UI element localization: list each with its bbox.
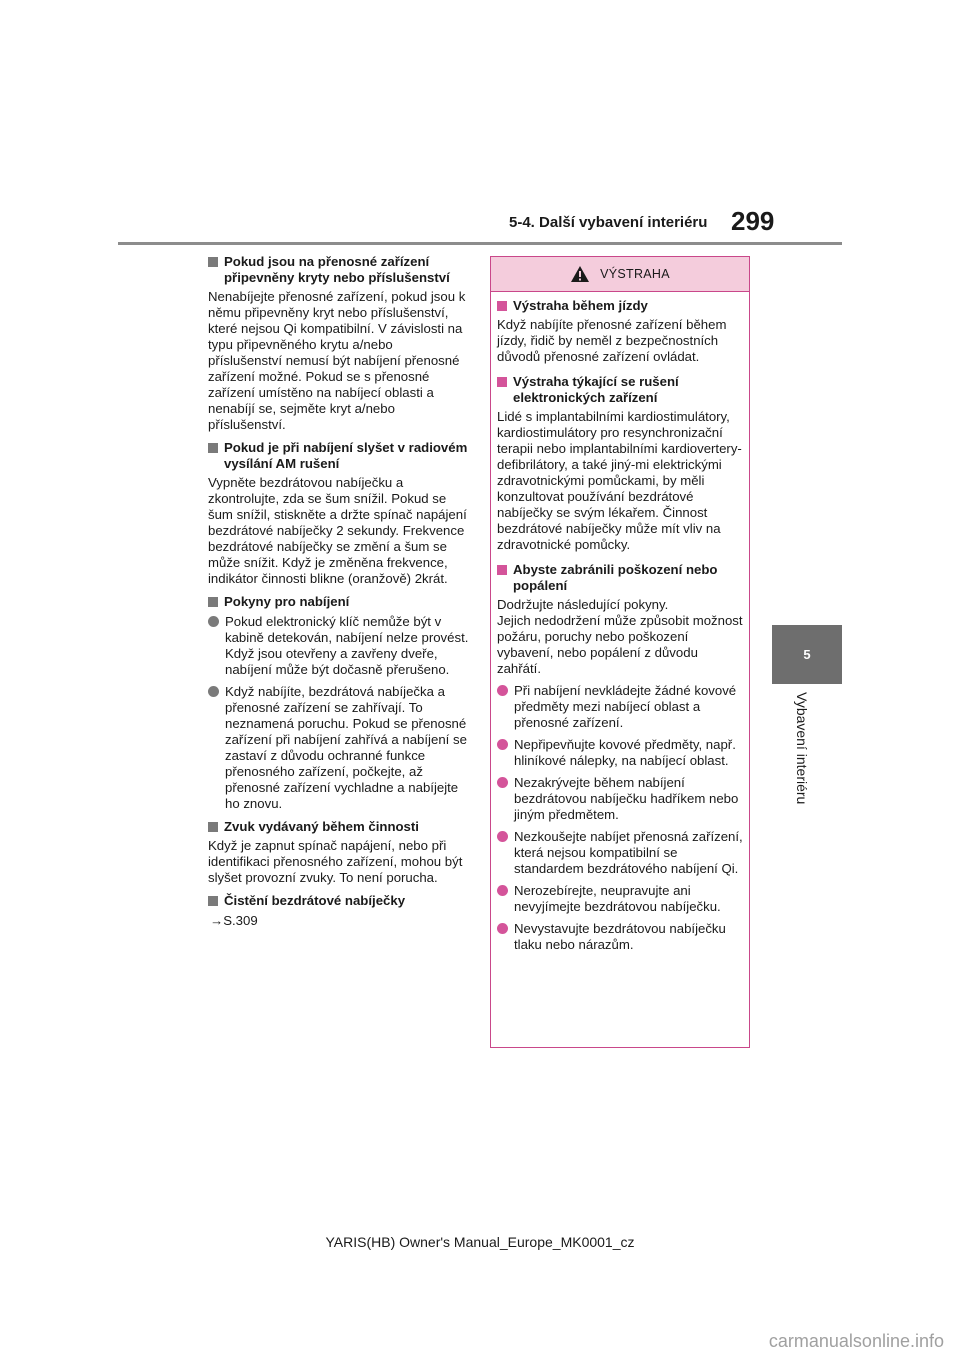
page-reference-link[interactable]: →S.309 [210, 913, 258, 928]
paragraph: Dodržujte následující pokyny. Jejich nedodržení může způsobit možnost požáru, poruchy nebo poškození vybavení, nebo popálení z důvodu zahřátí. [497, 597, 743, 676]
section-heading: Pokud je při nabíjení slyšet v radiovém vysílání AM rušení [208, 440, 470, 472]
page-number: 299 [731, 206, 775, 236]
list-item: Nerozebírejte, neupravujte ani nevyjímejte bezdrátovou nabíječku. [497, 883, 743, 915]
round-bullet-icon [497, 777, 508, 788]
round-bullet-icon [497, 923, 508, 934]
paragraph: Když je zapnut spínač napájení, nebo při identifikaci přenosného zařízení, mohou být slyšet provozní zvuky. To není porucha. [208, 838, 463, 885]
paragraph: Lidé s implantabilními kardiostimulátory, kardiostimulátory pro resynchronizační terapii nebo implantabilními kardiovertery-defibrilátory, a také jiný-mi elektrickými zdravotnickými pomůckami, by měli konzultovat používání bezdrátové nabíječky se svým lékařem. Činnost bezdrátové nabíječky může mít vliv na zdravotnické pomůcky. [497, 409, 742, 552]
square-bullet-icon [497, 565, 507, 575]
paragraph: Nenabíjejte přenosné zařízení, pokud jsou k němu připevněny kryt nebo příslušenství, které nejsou Qi kompatibilní. V závislosti na typu připevněného krytu a/nebo příslušenství nemusí být nabíjení přenosné zařízení možné. Pokud se s přenosné zařízení umístěno na nabíjecí oblasti a nenabíjí se, sejměte kryt a/nebo příslušenství. [208, 289, 466, 432]
section-heading: Zvuk vydávaný během činnosti [208, 819, 470, 835]
square-bullet-icon [208, 257, 218, 267]
warning-heading: Výstraha týkající se rušení elektronických zařízení [497, 374, 743, 406]
warning-body [491, 292, 749, 965]
round-bullet-icon [497, 831, 508, 842]
section-heading: Čistění bezdrátové nabíječky [208, 893, 470, 909]
square-bullet-icon [208, 896, 218, 906]
section-heading: Pokyny pro nabíjení [208, 594, 470, 610]
list-item: Nepřipevňujte kovové předměty, např. hliníkové nálepky, na nabíjecí oblast. [497, 737, 743, 769]
square-bullet-icon [497, 377, 507, 387]
list-item: Nezakrývejte během nabíjení bezdrátovou nabíječku hadříkem nebo jiným předmětem. [497, 775, 743, 823]
square-bullet-icon [208, 443, 218, 453]
section-heading: Pokud jsou na přenosné zařízení připevněny kryty nebo příslušenství [208, 254, 470, 286]
list-item: Při nabíjení nevkládejte žádné kovové předměty mezi nabíjecí oblast a přenosné zařízení. [497, 683, 743, 731]
round-bullet-icon [208, 616, 219, 627]
square-bullet-icon [208, 822, 218, 832]
square-bullet-icon [497, 301, 507, 311]
square-bullet-icon [208, 597, 218, 607]
warning-triangle-icon [570, 265, 590, 283]
list-item: Nevystavujte bezdrátovou nabíječku tlaku nebo nárazům. [497, 921, 743, 953]
warning-heading: Výstraha během jízdy [497, 298, 743, 314]
list-item: Když nabíjíte, bezdrátová nabíječka a přenosné zařízení se zahřívají. To neznamená poruchu. Pokud se přenosné zařízení při nabíjení zahřívá a nabíjení se zastaví z důvodu ochranné funkce přenosného zařízení, počkejte, až přenosné zařízení vychladne a nabíjejte ho znovu. [208, 684, 470, 812]
chapter-number: 5 [803, 647, 811, 662]
chapter-side-title: Vybavení interiéru [794, 692, 810, 805]
paragraph: Vypněte bezdrátovou nabíječku a zkontrolujte, zda se šum snížil. Pokud se šum snížil, stiskněte a držte spínač napájení bezdrátové nabíječky 2 sekundy. Frekvence bezdrátové nabíječky se změní a šum se může snížit. Když je změněna frekvence, indikátor činnosti blikne (oranžově) 2krát. [208, 475, 467, 586]
warning-heading: Abyste zabránili poškození nebo popálení [497, 562, 743, 594]
round-bullet-icon [497, 739, 508, 750]
warning-box [490, 256, 750, 1048]
section-title: 5-4. Další vybavení interiéru [509, 214, 708, 231]
round-bullet-icon [208, 686, 219, 697]
warning-header [491, 257, 749, 292]
round-bullet-icon [497, 685, 508, 696]
watermark: carmanualsonline.info [768, 1331, 944, 1351]
list-item: Nezkoušejte nabíjet přenosná zařízení, která nejsou kompatibilní se standardem bezdrátového nabíjení Qi. [497, 829, 743, 877]
header-divider [118, 242, 842, 245]
warning-column [490, 256, 750, 1048]
warning-label: VÝSTRAHA [600, 267, 670, 281]
paragraph: Když nabíjíte přenosné zařízení během jízdy, řidič by neměl z bezpečnostních důvodů přenosné zařízení ovládat. [497, 317, 727, 364]
round-bullet-icon [497, 885, 508, 896]
left-column [208, 254, 470, 929]
page-footer: YARIS(HB) Owner's Manual_Europe_MK0001_cz [325, 1234, 635, 1250]
chapter-tab [772, 625, 842, 684]
list-item: Pokud elektronický klíč nemůže být v kabině detekován, nabíjení nelze provést. Když jsou otevřeny a zavřeny dveře, nabíjení může být dočasně přerušeno. [208, 614, 470, 678]
